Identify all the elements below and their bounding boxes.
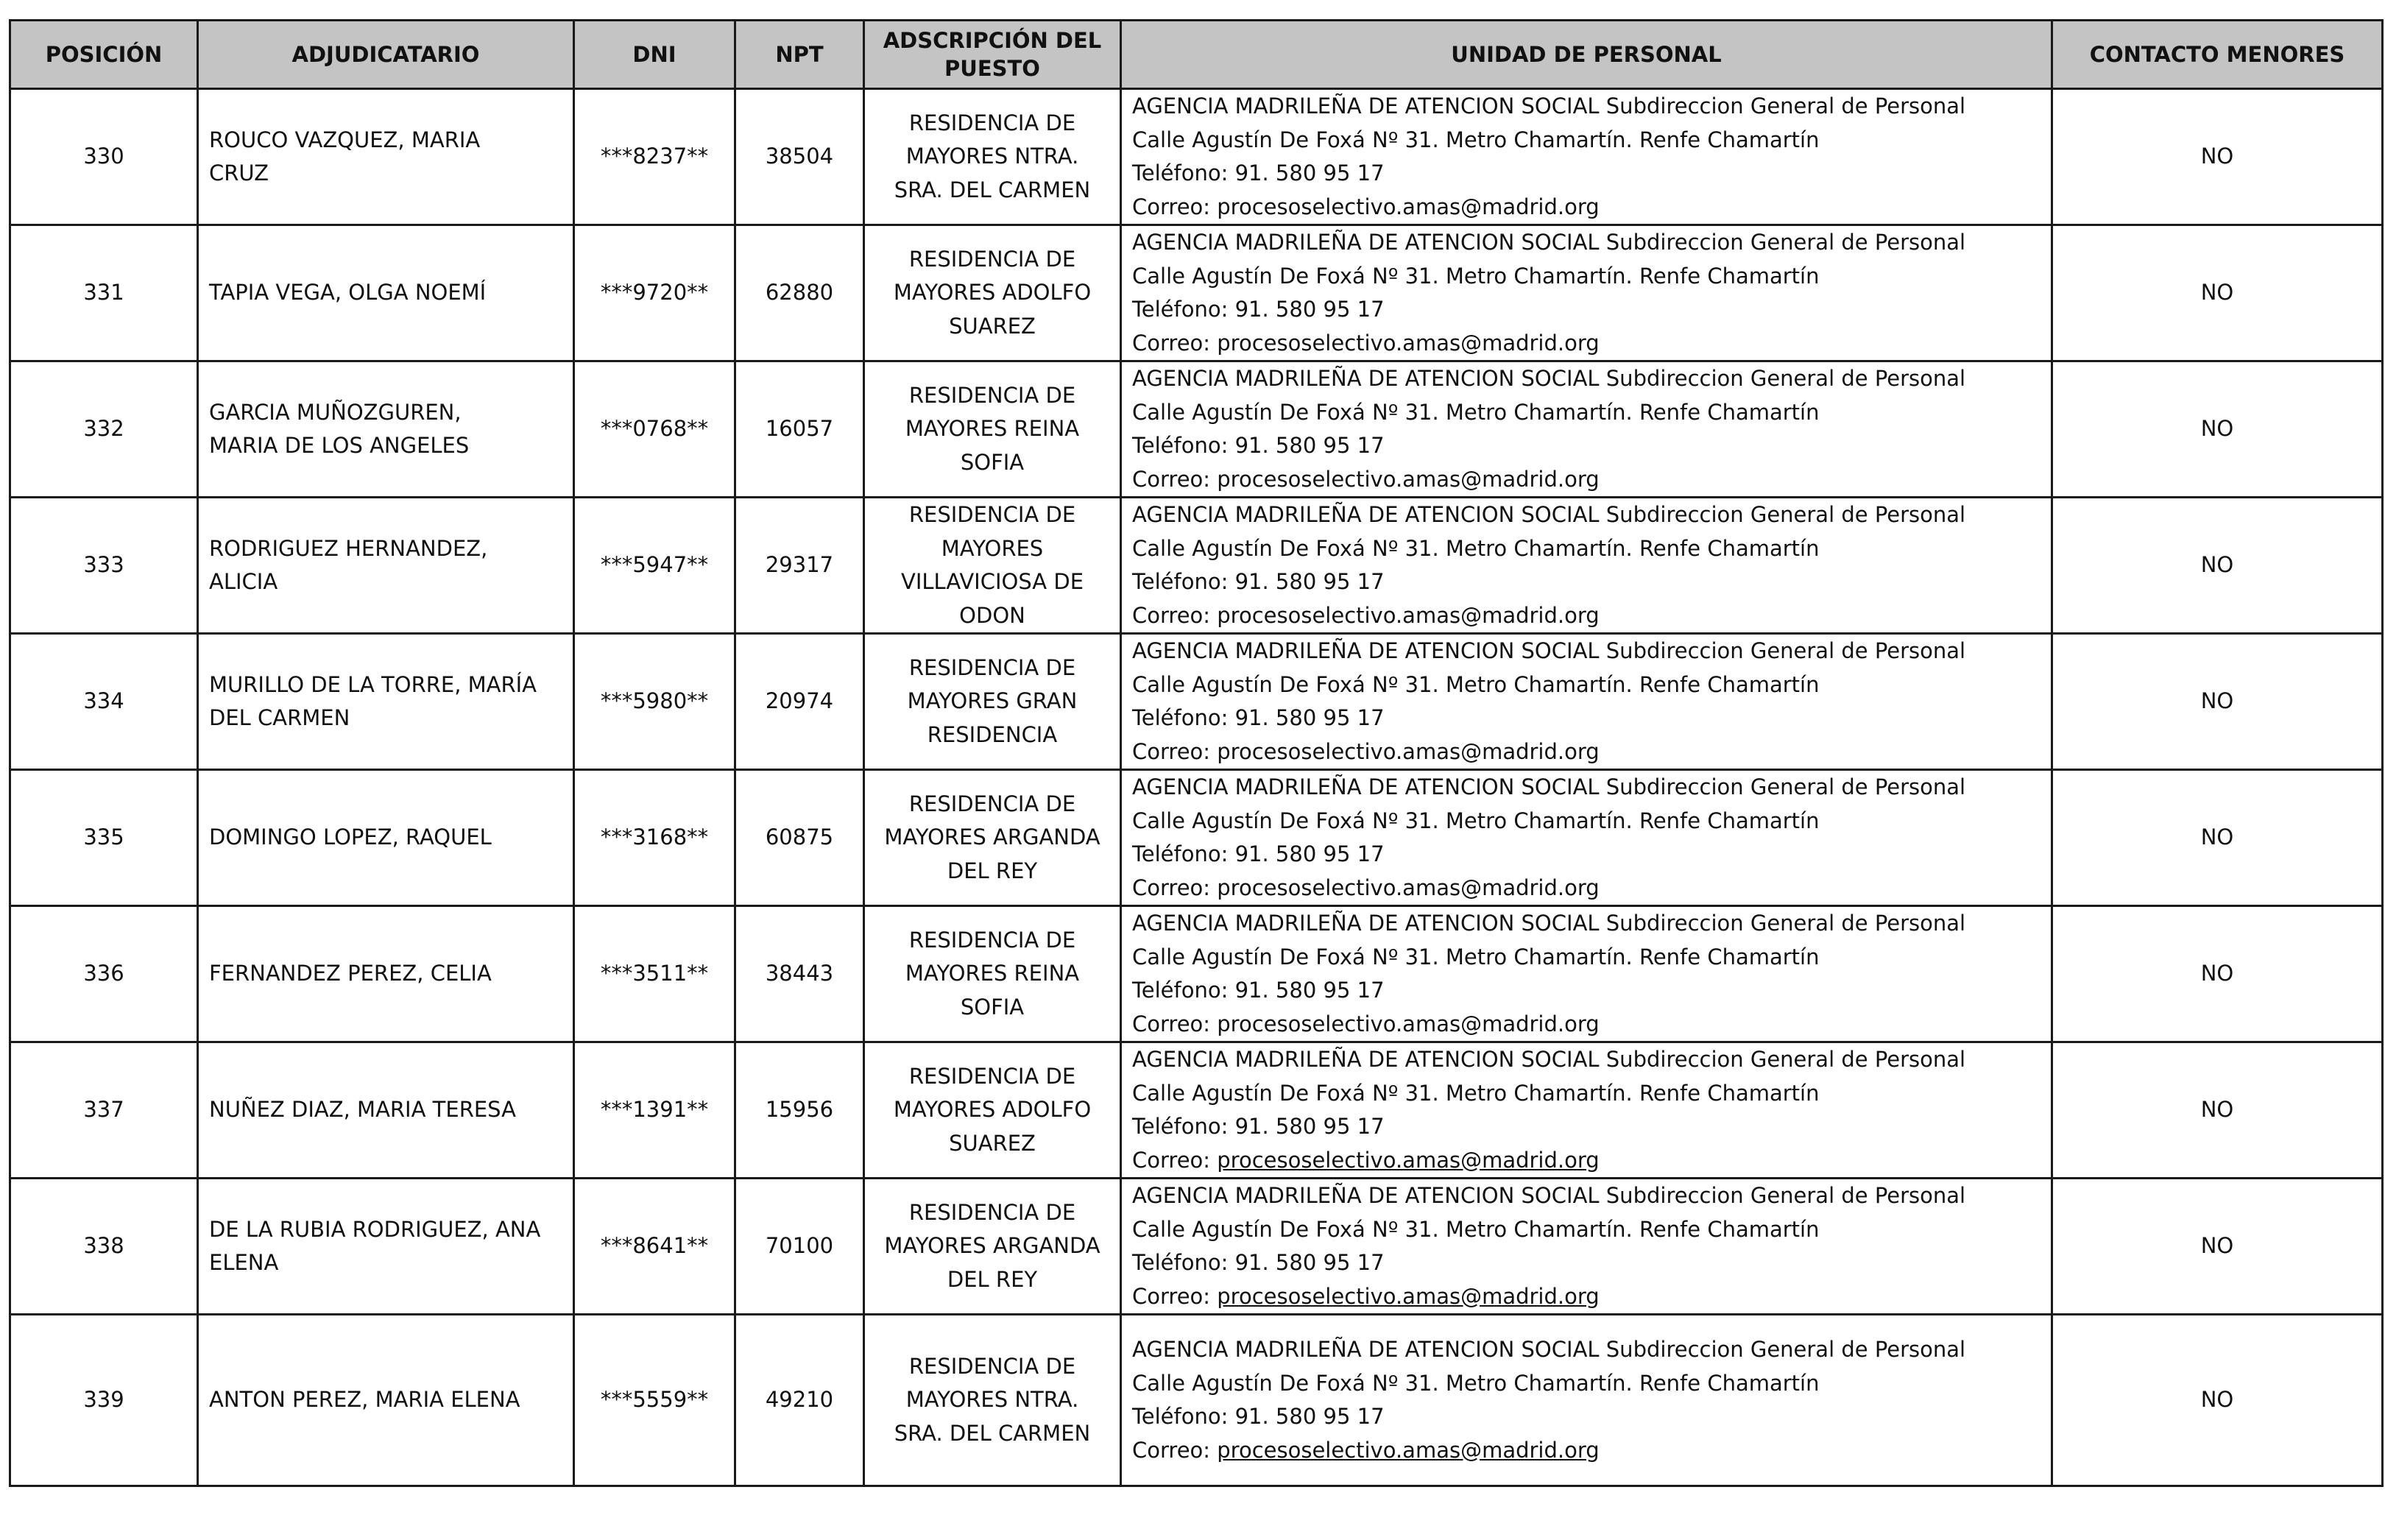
- correo-label: Correo:: [1132, 466, 1218, 492]
- cell-dni: [574, 225, 735, 361]
- unidad-line3: Teléfono: 91. 580 95 17: [1132, 841, 1385, 866]
- cell-posicion: [10, 634, 198, 770]
- cell-contacto: [2052, 1042, 2383, 1179]
- unidad-line3: Teléfono: 91. 580 95 17: [1132, 1250, 1385, 1275]
- adscripcion-line3: RESIDENCIA: [927, 721, 1058, 747]
- adscripcion-line1: RESIDENCIA DE: [908, 791, 1076, 816]
- email-link[interactable]: procesoselectivo.amas@madrid.org: [1217, 1283, 1600, 1309]
- correo-label: Correo:: [1132, 1147, 1218, 1173]
- header-contacto: CONTACTO MENORES: [2052, 21, 2383, 89]
- adjudicatario-line1: RODRIGUEZ HERNANDEZ,: [209, 535, 488, 561]
- unidad-line2: Calle Agustín De Foxá Nº 31. Metro Chamartín. Renfe Chamartín: [1132, 808, 1820, 833]
- cell-unidad: [1121, 1315, 2052, 1486]
- adjudicatario-line1: DOMINGO LOPEZ, RAQUEL: [209, 824, 492, 850]
- email-link[interactable]: procesoselectivo.amas@madrid.org: [1217, 602, 1600, 628]
- cell-npt: [735, 634, 864, 770]
- header-posicion: POSICIÓN: [10, 21, 198, 89]
- adscripcion-line2: MAYORES GRAN: [907, 688, 1078, 714]
- dni-value: ***3511**: [600, 961, 709, 986]
- npt-value: 49210: [765, 1387, 834, 1413]
- unidad-line2: Calle Agustín De Foxá Nº 31. Metro Chamartín. Renfe Chamartín: [1132, 127, 1820, 152]
- unidad-line3: Teléfono: 91. 580 95 17: [1132, 160, 1385, 186]
- adscripcion-line2: MAYORES ARGANDA: [884, 1233, 1100, 1259]
- contacto-value: NO: [2200, 961, 2234, 986]
- adscripcion-line3: DEL REY: [947, 1266, 1038, 1292]
- contacto-value: NO: [2200, 416, 2234, 442]
- adscripcion-line2: MAYORES: [941, 535, 1044, 561]
- cell-unidad: [1121, 1042, 2052, 1179]
- unidad-line2: Calle Agustín De Foxá Nº 31. Metro Chamartín. Renfe Chamartín: [1132, 671, 1820, 697]
- cell-unidad: [1121, 634, 2052, 770]
- unidad-line1: AGENCIA MADRILEÑA DE ATENCION SOCIAL Subdireccion General de Personal: [1132, 502, 1966, 527]
- header-adjudicatario: ADJUDICATARIO: [198, 21, 574, 89]
- cell-posicion: [10, 498, 198, 634]
- cell-posicion: [10, 906, 198, 1042]
- adscripcion-line2: MAYORES ARGANDA: [884, 824, 1100, 850]
- dni-value: ***3168**: [600, 824, 709, 850]
- cell-posicion: [10, 1042, 198, 1179]
- correo-label: Correo:: [1132, 1283, 1218, 1309]
- unidad-line4: [1132, 1008, 2043, 1042]
- unidad-line4: [1132, 1280, 2043, 1314]
- correo-label: Correo:: [1132, 330, 1218, 356]
- unidad-line3: Teléfono: 91. 580 95 17: [1132, 978, 1385, 1003]
- contacto-value: NO: [2200, 552, 2234, 578]
- cell-npt: [735, 361, 864, 498]
- cell-npt: [735, 498, 864, 634]
- cell-dni: [574, 498, 735, 634]
- unidad-line1: AGENCIA MADRILEÑA DE ATENCION SOCIAL Subdireccion General de Personal: [1132, 774, 1966, 799]
- contacto-value: NO: [2200, 688, 2234, 714]
- adjudicatario-line2: ALICIA: [209, 569, 278, 594]
- table-row: [10, 1042, 2383, 1179]
- unidad-line3: Teléfono: 91. 580 95 17: [1132, 433, 1385, 458]
- correo-label: Correo:: [1132, 1437, 1218, 1463]
- unidad-line1: AGENCIA MADRILEÑA DE ATENCION SOCIAL Subdireccion General de Personal: [1132, 1183, 1966, 1208]
- adscripcion-line3: SOFIA: [960, 994, 1025, 1020]
- adscripcion-line2: MAYORES REINA: [905, 416, 1080, 442]
- unidad-line4: [1132, 1144, 2043, 1178]
- email-link[interactable]: procesoselectivo.amas@madrid.org: [1217, 1437, 1600, 1463]
- adscripcion-line3: SUAREZ: [949, 1130, 1036, 1156]
- cell-unidad: [1121, 89, 2052, 225]
- cell-adscripcion: [864, 1042, 1121, 1179]
- npt-value: 20974: [765, 688, 834, 714]
- cell-posicion: [10, 1315, 198, 1486]
- cell-adscripcion: [864, 770, 1121, 906]
- unidad-line4: [1132, 463, 2043, 497]
- npt-value: 38443: [765, 961, 834, 986]
- dni-value: ***5947**: [600, 552, 709, 578]
- posicion-value: 332: [83, 416, 124, 442]
- correo-label: Correo:: [1132, 602, 1218, 628]
- cell-dni: [574, 634, 735, 770]
- adscripcion-line1: RESIDENCIA DE: [908, 1063, 1076, 1089]
- unidad-line4: [1132, 191, 2043, 225]
- posicion-value: 337: [83, 1097, 124, 1123]
- cell-unidad: [1121, 1179, 2052, 1315]
- cell-unidad: [1121, 906, 2052, 1042]
- unidad-line3: Teléfono: 91. 580 95 17: [1132, 705, 1385, 730]
- cell-unidad: [1121, 770, 2052, 906]
- unidad-line2: Calle Agustín De Foxá Nº 31. Metro Chamartín. Renfe Chamartín: [1132, 944, 1820, 969]
- posicion-value: 330: [83, 144, 124, 169]
- adjudicatario-line1: GARCIA MUÑOZGUREN,: [209, 399, 462, 425]
- cell-adjudicatario: [198, 634, 574, 770]
- cell-contacto: [2052, 89, 2383, 225]
- table-row: [10, 361, 2383, 498]
- table-row: [10, 906, 2383, 1042]
- correo-label: Correo:: [1132, 738, 1218, 764]
- contacto-value: NO: [2200, 1233, 2234, 1259]
- table-body: [10, 89, 2383, 1486]
- adjudicatario-line1: DE LA RUBIA RODRIGUEZ, ANA: [209, 1216, 541, 1242]
- adjudicatario-line1: TAPIA VEGA, OLGA NOEMÍ: [209, 280, 487, 305]
- cell-posicion: [10, 1179, 198, 1315]
- posicion-value: 331: [83, 280, 124, 305]
- unidad-line2: Calle Agustín De Foxá Nº 31. Metro Chamartín. Renfe Chamartín: [1132, 1216, 1820, 1242]
- cell-adscripcion: [864, 361, 1121, 498]
- email-link[interactable]: procesoselectivo.amas@madrid.org: [1217, 875, 1600, 900]
- email-link[interactable]: procesoselectivo.amas@madrid.org: [1217, 738, 1600, 764]
- unidad-line1: AGENCIA MADRILEÑA DE ATENCION SOCIAL Subdireccion General de Personal: [1132, 93, 1966, 119]
- table-row: [10, 634, 2383, 770]
- unidad-line4: [1132, 327, 2043, 361]
- cell-contacto: [2052, 1179, 2383, 1315]
- posicion-value: 338: [83, 1233, 124, 1259]
- table-row: [10, 1179, 2383, 1315]
- cell-dni: [574, 1042, 735, 1179]
- cell-adscripcion: [864, 1315, 1121, 1486]
- correo-label: Correo:: [1132, 1011, 1218, 1036]
- adscripcion-line1: RESIDENCIA DE: [908, 927, 1076, 953]
- adscripcion-line3: SOFIA: [960, 449, 1025, 475]
- adjudicatario-line1: NUÑEZ DIAZ, MARIA TERESA: [209, 1097, 516, 1123]
- unidad-line2: Calle Agustín De Foxá Nº 31. Metro Chamartín. Renfe Chamartín: [1132, 1080, 1820, 1106]
- cell-posicion: [10, 770, 198, 906]
- adscripcion-line3: VILLAVICIOSA DE: [900, 569, 1084, 594]
- unidad-line4: [1132, 872, 2043, 905]
- cell-dni: [574, 1315, 735, 1486]
- email-link[interactable]: procesoselectivo.amas@madrid.org: [1217, 194, 1600, 219]
- cell-contacto: [2052, 1315, 2383, 1486]
- cell-contacto: [2052, 770, 2383, 906]
- cell-posicion: [10, 225, 198, 361]
- posicion-value: 336: [83, 961, 124, 986]
- email-link[interactable]: procesoselectivo.amas@madrid.org: [1217, 1147, 1600, 1173]
- cell-adjudicatario: [198, 1315, 574, 1486]
- adjudication-table: [9, 19, 2384, 1487]
- cell-unidad: [1121, 225, 2052, 361]
- npt-value: 38504: [765, 144, 834, 169]
- email-link[interactable]: procesoselectivo.amas@madrid.org: [1217, 1011, 1600, 1036]
- adscripcion-line1: RESIDENCIA DE: [908, 502, 1076, 527]
- cell-npt: [735, 1179, 864, 1315]
- table-row: [10, 498, 2383, 634]
- cell-dni: [574, 770, 735, 906]
- cell-adscripcion: [864, 225, 1121, 361]
- adjudicatario-line2: ELENA: [209, 1250, 279, 1275]
- unidad-line4: [1132, 1434, 2043, 1468]
- correo-label: Correo:: [1132, 194, 1218, 219]
- adscripcion-line2: MAYORES ADOLFO: [893, 280, 1092, 305]
- cell-dni: [574, 906, 735, 1042]
- cell-npt: [735, 1315, 864, 1486]
- adscripcion-line1: RESIDENCIA DE: [908, 654, 1076, 680]
- adscripcion-line3: SRA. DEL CARMEN: [894, 177, 1091, 202]
- contacto-value: NO: [2200, 824, 2234, 850]
- unidad-line1: AGENCIA MADRILEÑA DE ATENCION SOCIAL Subdireccion General de Personal: [1132, 638, 1966, 663]
- cell-adscripcion: [864, 89, 1121, 225]
- header-dni: DNI: [574, 21, 735, 89]
- adscripcion-line1: RESIDENCIA DE: [908, 1199, 1076, 1225]
- dni-value: ***0768**: [600, 416, 709, 442]
- cell-adscripcion: [864, 906, 1121, 1042]
- cell-posicion: [10, 361, 198, 498]
- cell-npt: [735, 89, 864, 225]
- adscripcion-line3: SRA. DEL CARMEN: [894, 1420, 1091, 1446]
- adscripcion-line3: DEL REY: [947, 858, 1038, 883]
- npt-value: 29317: [765, 552, 834, 578]
- cell-adjudicatario: [198, 1042, 574, 1179]
- unidad-line2: Calle Agustín De Foxá Nº 31. Metro Chamartín. Renfe Chamartín: [1132, 1370, 1820, 1396]
- cell-adscripcion: [864, 1179, 1121, 1315]
- cell-contacto: [2052, 634, 2383, 770]
- email-link[interactable]: procesoselectivo.amas@madrid.org: [1217, 466, 1600, 492]
- contacto-value: NO: [2200, 144, 2234, 169]
- posicion-value: 339: [83, 1387, 124, 1413]
- unidad-line1: AGENCIA MADRILEÑA DE ATENCION SOCIAL Subdireccion General de Personal: [1132, 1337, 1966, 1362]
- header-adscripcion: [864, 21, 1121, 89]
- adscripcion-line1: RESIDENCIA DE: [908, 382, 1076, 408]
- unidad-line1: AGENCIA MADRILEÑA DE ATENCION SOCIAL Subdireccion General de Personal: [1132, 911, 1966, 936]
- adscripcion-line1: RESIDENCIA DE: [908, 246, 1076, 272]
- adscripcion-line1: RESIDENCIA DE: [908, 110, 1076, 135]
- cell-contacto: [2052, 225, 2383, 361]
- adjudicatario-line1: MURILLO DE LA TORRE, MARÍA: [209, 671, 537, 697]
- cell-adjudicatario: [198, 906, 574, 1042]
- unidad-line1: AGENCIA MADRILEÑA DE ATENCION SOCIAL Subdireccion General de Personal: [1132, 1047, 1966, 1072]
- adjudicatario-line2: CRUZ: [209, 160, 269, 186]
- cell-posicion: [10, 89, 198, 225]
- unidad-line2: Calle Agustín De Foxá Nº 31. Metro Chamartín. Renfe Chamartín: [1132, 399, 1820, 425]
- cell-adjudicatario: [198, 89, 574, 225]
- cell-adjudicatario: [198, 1179, 574, 1315]
- cell-adjudicatario: [198, 498, 574, 634]
- dni-value: ***5980**: [600, 688, 709, 714]
- adscripcion-line2: MAYORES REINA: [905, 961, 1080, 986]
- adjudicatario-line1: FERNANDEZ PEREZ, CELIA: [209, 961, 492, 986]
- contacto-value: NO: [2200, 1387, 2234, 1413]
- cell-contacto: [2052, 498, 2383, 634]
- cell-npt: [735, 1042, 864, 1179]
- adjudicatario-line1: ROUCO VAZQUEZ, MARIA: [209, 127, 481, 152]
- posicion-value: 334: [83, 688, 124, 714]
- cell-dni: [574, 1179, 735, 1315]
- unidad-line2: Calle Agustín De Foxá Nº 31. Metro Chamartín. Renfe Chamartín: [1132, 535, 1820, 561]
- unidad-line4: [1132, 735, 2043, 769]
- adscripcion-line4: ODON: [959, 602, 1025, 628]
- npt-value: 15956: [765, 1097, 834, 1123]
- unidad-line4: [1132, 599, 2043, 633]
- header-adscripcion-line2: PUESTO: [944, 56, 1040, 81]
- table-row: [10, 89, 2383, 225]
- contacto-value: NO: [2200, 1097, 2234, 1123]
- unidad-line3: Teléfono: 91. 580 95 17: [1132, 1114, 1385, 1139]
- dni-value: ***9720**: [600, 280, 709, 305]
- dni-value: ***1391**: [600, 1097, 709, 1123]
- posicion-value: 335: [83, 824, 124, 850]
- adscripcion-line1: RESIDENCIA DE: [908, 1353, 1076, 1379]
- cell-dni: [574, 361, 735, 498]
- npt-value: 60875: [765, 824, 834, 850]
- adscripcion-line2: MAYORES NTRA.: [905, 144, 1079, 169]
- npt-value: 70100: [765, 1233, 834, 1259]
- cell-adscripcion: [864, 498, 1121, 634]
- adscripcion-line3: SUAREZ: [949, 313, 1036, 339]
- table-row: [10, 770, 2383, 906]
- cell-adjudicatario: [198, 225, 574, 361]
- cell-npt: [735, 906, 864, 1042]
- cell-unidad: [1121, 361, 2052, 498]
- cell-adscripcion: [864, 634, 1121, 770]
- unidad-line3: Teléfono: 91. 580 95 17: [1132, 569, 1385, 594]
- npt-value: 62880: [765, 280, 834, 305]
- posicion-value: 333: [83, 552, 124, 578]
- header-row: [10, 21, 2383, 89]
- cell-npt: [735, 770, 864, 906]
- contacto-value: NO: [2200, 280, 2234, 305]
- cell-adjudicatario: [198, 770, 574, 906]
- cell-npt: [735, 225, 864, 361]
- unidad-line2: Calle Agustín De Foxá Nº 31. Metro Chamartín. Renfe Chamartín: [1132, 263, 1820, 289]
- adjudicatario-line1: ANTON PEREZ, MARIA ELENA: [209, 1387, 520, 1413]
- header-npt: NPT: [735, 21, 864, 89]
- adjudicatario-line2: MARIA DE LOS ANGELES: [209, 433, 470, 458]
- adjudicatario-line2: DEL CARMEN: [209, 705, 350, 730]
- header-adscripcion-line1: ADSCRIPCIÓN DEL: [883, 28, 1102, 53]
- header-unidad: UNIDAD DE PERSONAL: [1121, 21, 2052, 89]
- cell-dni: [574, 89, 735, 225]
- unidad-line3: Teléfono: 91. 580 95 17: [1132, 1404, 1385, 1429]
- table-row: [10, 225, 2383, 361]
- cell-unidad: [1121, 498, 2052, 634]
- dni-value: ***5559**: [600, 1387, 709, 1413]
- unidad-line1: AGENCIA MADRILEÑA DE ATENCION SOCIAL Subdireccion General de Personal: [1132, 366, 1966, 391]
- dni-value: ***8237**: [600, 144, 709, 169]
- email-link[interactable]: procesoselectivo.amas@madrid.org: [1217, 330, 1600, 356]
- cell-adjudicatario: [198, 361, 574, 498]
- adscripcion-line2: MAYORES NTRA.: [905, 1387, 1079, 1413]
- dni-value: ***8641**: [600, 1233, 709, 1259]
- adscripcion-line2: MAYORES ADOLFO: [893, 1097, 1092, 1123]
- table-row: [10, 1315, 2383, 1486]
- npt-value: 16057: [765, 416, 834, 442]
- unidad-line1: AGENCIA MADRILEÑA DE ATENCION SOCIAL Subdireccion General de Personal: [1132, 230, 1966, 255]
- unidad-line3: Teléfono: 91. 580 95 17: [1132, 297, 1385, 322]
- cell-contacto: [2052, 906, 2383, 1042]
- correo-label: Correo:: [1132, 875, 1218, 900]
- cell-contacto: [2052, 361, 2383, 498]
